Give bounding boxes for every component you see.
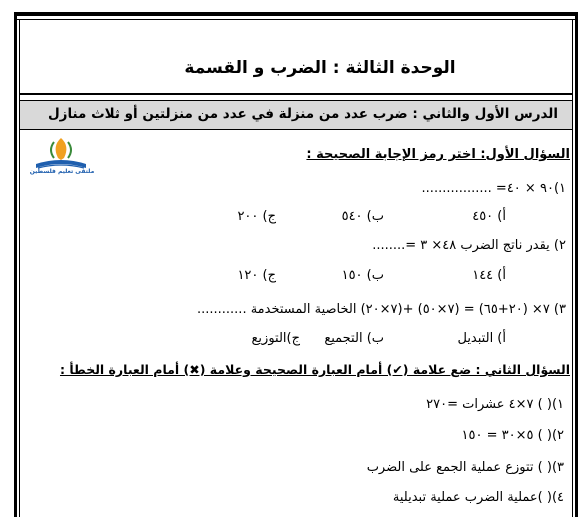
logo-caption: ملتقى تعليم فلسطين [29,168,95,175]
q1-item-1-stem: ١)٩٠ × ٤٠= ................. [421,181,566,196]
unit-title: الوحدة الثالثة : الضرب و القسمة [184,58,456,78]
q2-item-4: ٤)( )عملية الضرب عملية تبديلية [392,490,564,505]
lesson-title-bar [20,100,572,130]
q2-item-1: ١)( ) ٧×٤ عشرات =٢٧٠ [426,397,564,412]
q1-item-1-option-a: أ) ٤٥٠ [472,209,506,224]
title-divider [20,93,572,95]
frame-top-border [14,12,578,16]
q1-heading: السؤال الأول: اختر رمز الإجابة الصحيحة : [306,147,570,162]
q1-item-2-stem: ٢) يقدر ناتج الضرب ٤٨× ٣ =........ [372,238,566,253]
q2-item-2: ٢)( ) ٥×٣٠ = ١٥٠ [461,428,564,443]
q1-item-3-stem: ٣) ٧× (٢٠+٦٥) = (٧×٥٠) +(٧×٢٠) الخاصية المستخدمة ............ [196,302,566,317]
q1-item-3-option-c: ج)التوزيع [251,331,300,346]
q1-item-2-option-a: أ) ١٤٤ [472,268,506,283]
lesson-title: الدرس الأول والثاني : ضرب عدد من منزلة في عدد من منزلتين أو ثلاث منازل [47,106,558,122]
q2-item-3: ٣)( ) تتوزع عملية الجمع على الضرب [366,460,564,475]
q1-item-3-option-a: أ) التبديل [457,331,506,346]
q1-item-2-option-b: ب) ١٥٠ [341,268,384,283]
q2-heading: السؤال الثاني : ضع علامة (✔) أمام العبارة الصحيحة وعلامة (✖) أمام العبارة الخطأ : [59,362,570,377]
q1-item-3-option-b: ب) التجميع [324,331,384,346]
frame-left-border [14,12,17,517]
q1-item-1-option-c: ج) ٢٠٠ [237,209,276,224]
frame-right-inner-border [572,19,573,517]
frame-right-border [575,12,578,517]
q1-item-2-option-c: ج) ١٢٠ [237,268,276,283]
q1-item-1-option-b: ب) ٥٤٠ [341,209,384,224]
frame-top-inner-border [14,19,578,20]
